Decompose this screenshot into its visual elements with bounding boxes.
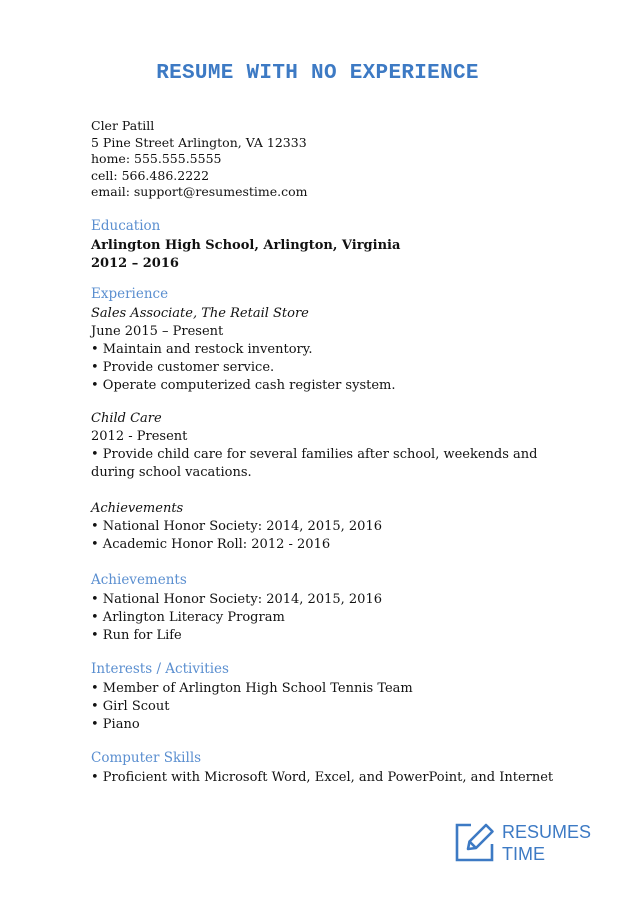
- job-title: Child Care: [91, 410, 162, 426]
- resume-title: RESUME WITH NO EXPERIENCE: [156, 62, 479, 85]
- list-item: • Provide child care for several families after school, weekends and during school vacations.: [91, 446, 538, 480]
- education-school: Arlington High School, Arlington, Virginia: [91, 237, 401, 253]
- list-item: • Proficient with Microsoft Word, Excel, and PowerPoint, and Internet: [91, 769, 554, 785]
- logo-line-2: TIME: [502, 844, 545, 864]
- contact-name: Cler Patill: [91, 118, 155, 133]
- education-years: 2012 – 2016: [91, 255, 179, 271]
- list-item: • Arlington Literacy Program: [91, 609, 285, 625]
- experience-achievements: [91, 500, 611, 554]
- list-item: • Operate computerized cash register system.: [91, 377, 396, 393]
- job-sales-associate: [91, 305, 611, 395]
- experience-heading: Experience: [91, 285, 169, 302]
- list-item: • Provide customer service.: [91, 359, 275, 375]
- job-bullets: [91, 341, 611, 395]
- list-item: • National Honor Society: 2014, 2015, 2016: [91, 518, 382, 534]
- list-item: • Piano: [91, 716, 140, 732]
- pencil-square-icon: [455, 820, 495, 862]
- achievement-bullets: [91, 518, 611, 554]
- contact-email: email: support@resumestime.com: [91, 184, 308, 200]
- skills-heading: Computer Skills: [91, 749, 202, 766]
- list-item: • National Honor Society: 2014, 2015, 2016: [91, 591, 382, 607]
- education-heading: Education: [91, 217, 161, 234]
- list-item: • Run for Life: [91, 627, 182, 643]
- skills-list: [91, 769, 611, 787]
- job-bullets: [91, 446, 611, 482]
- achievements-heading: Achievements: [91, 571, 187, 588]
- resumes-time-logo: [455, 820, 605, 865]
- list-item: • Maintain and restock inventory.: [91, 341, 313, 357]
- interests-list: [91, 680, 611, 734]
- list-item: • Academic Honor Roll: 2012 - 2016: [91, 536, 331, 552]
- list-item: • Girl Scout: [91, 698, 170, 714]
- contact-block: [91, 118, 611, 201]
- interests-heading: Interests / Activities: [91, 660, 229, 677]
- job-dates: June 2015 – Present: [91, 323, 224, 339]
- logo-line-1: RESUMES: [502, 822, 592, 842]
- contact-address: 5 Pine Street Arlington, VA 12333: [91, 134, 307, 150]
- logo-text: [502, 821, 591, 865]
- contact-cell-phone: cell: 566.486.2222: [91, 167, 210, 183]
- job-dates: 2012 - Present: [91, 428, 188, 444]
- list-item: • Member of Arlington High School Tennis Team: [91, 680, 413, 696]
- job-child-care: [91, 410, 611, 482]
- subsection-title: Achievements: [91, 500, 184, 516]
- resume-body: [91, 118, 611, 787]
- contact-home-phone: home: 555.555.5555: [91, 151, 222, 167]
- achievements-list: [91, 591, 611, 645]
- job-title: Sales Associate, The Retail Store: [91, 305, 309, 321]
